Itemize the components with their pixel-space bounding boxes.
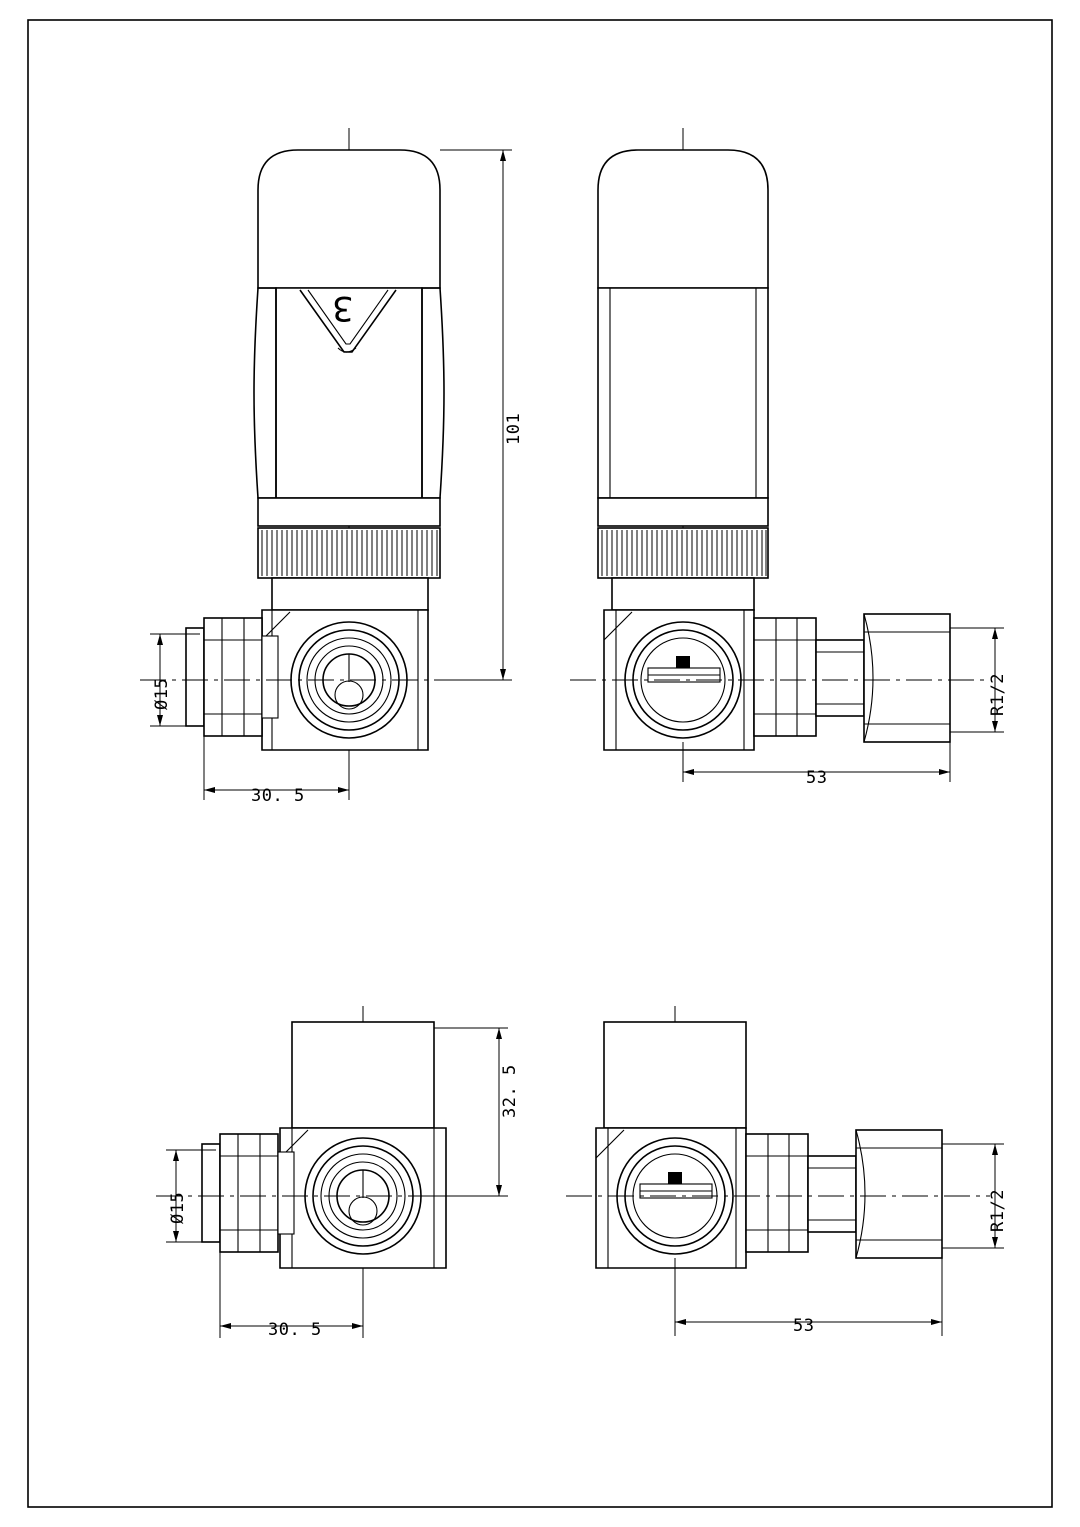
knurled-nut (258, 528, 440, 578)
dimension-label-r12: R1/2 (988, 673, 1008, 716)
compression-fitting-left-2 (202, 1134, 294, 1252)
valve-neck-3 (292, 1022, 434, 1128)
head-cap (258, 150, 440, 288)
head-shoulder-right (422, 288, 444, 498)
compression-fitting-right (754, 614, 950, 742)
dimension-label-30-5: 30. 5 (251, 786, 305, 806)
dimension-label-30-5-b: 30. 5 (268, 1320, 322, 1340)
sheet-border (28, 20, 1052, 1507)
outlet-port-side (625, 622, 741, 738)
dimension-label-bore-15: Ø15 (152, 677, 172, 710)
view-valve-body-front (156, 1006, 508, 1338)
head-base-ring (258, 498, 440, 526)
valve-neck-4 (604, 1022, 746, 1128)
outlet-port-front-2 (305, 1138, 421, 1254)
dimension-label-101: 101 (504, 412, 524, 445)
dimension-101 (440, 150, 512, 680)
knob-setting-number: 3 (332, 288, 354, 328)
dimension-label-53: 53 (806, 768, 828, 788)
head-body-2 (598, 288, 768, 498)
head-shoulder-left (254, 288, 276, 498)
head-cap-2 (598, 150, 768, 288)
view-valve-body-side (566, 1006, 1004, 1336)
dimension-label-bore-15-b: Ø15 (168, 1191, 188, 1224)
dimension-label-53-b: 53 (793, 1316, 815, 1336)
view-side-elevation-with-head (570, 128, 1004, 782)
compression-fitting-right-2 (746, 1130, 942, 1258)
valve-neck-2 (612, 578, 754, 610)
compression-fitting-left (186, 618, 278, 736)
dimension-label-32-5: 32. 5 (500, 1064, 520, 1118)
view-front-elevation-with-head (140, 128, 512, 800)
valve-neck (272, 578, 428, 610)
dimension-label-r12-b: R1/2 (988, 1189, 1008, 1232)
head-base-ring-2 (598, 498, 768, 526)
